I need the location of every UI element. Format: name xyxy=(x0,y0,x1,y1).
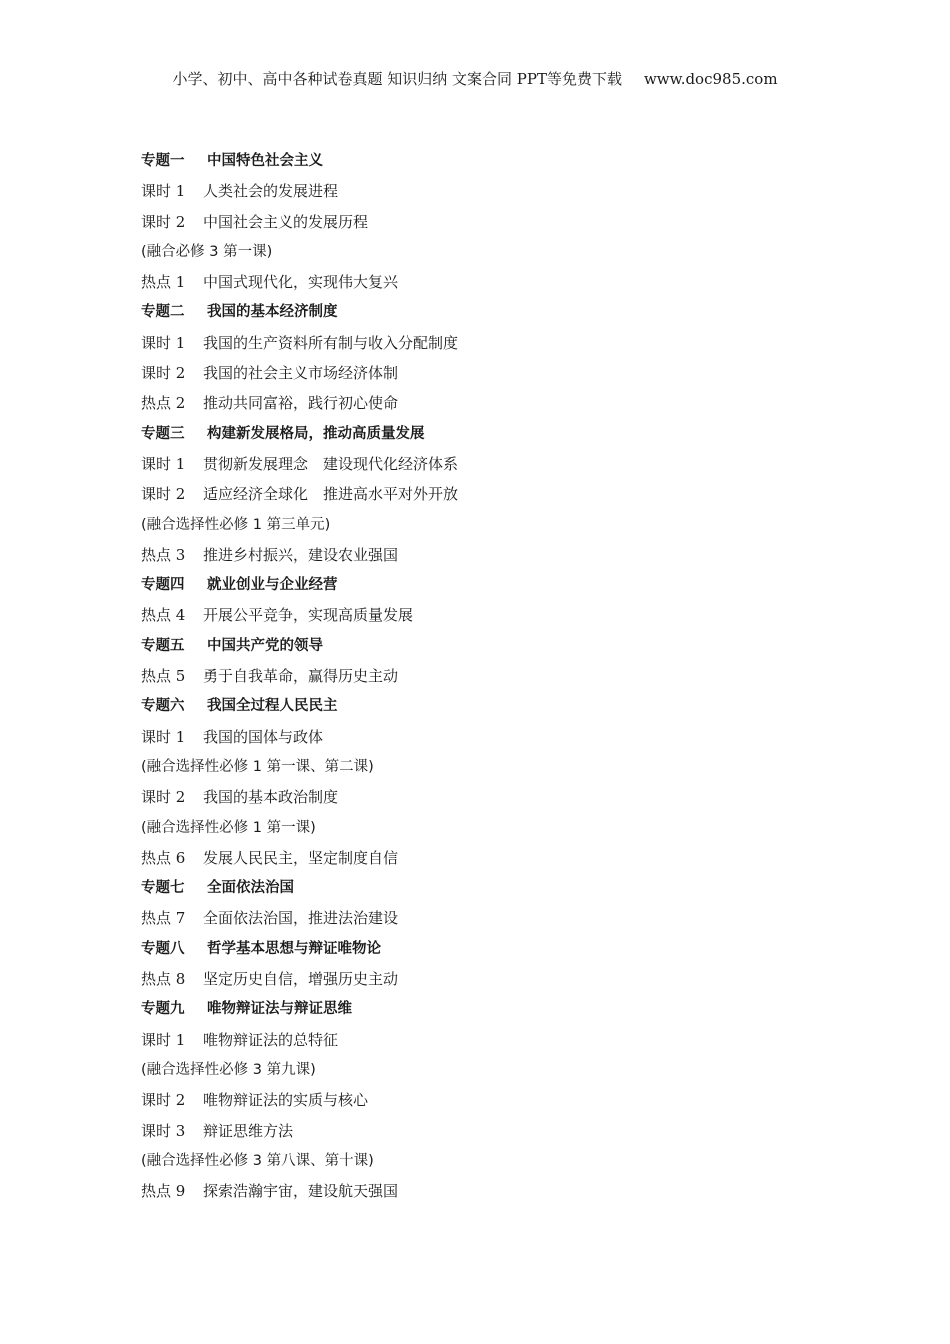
toc-entry-title: 我国的基本政治制度 xyxy=(203,788,339,807)
toc-entry-label: 热点 4 xyxy=(141,606,186,625)
toc-entry-title: 我国全过程人民民主 xyxy=(207,698,338,715)
toc-entry-label: 热点 2 xyxy=(141,394,186,413)
toc-entry-label: 热点 7 xyxy=(141,909,186,928)
table-of-contents xyxy=(141,146,841,1206)
toc-item xyxy=(141,540,841,570)
toc-item xyxy=(141,328,841,358)
toc-entry-title: (融合选择性必修 1 第一课) xyxy=(141,819,316,836)
toc-entry-title: 哲学基本思想与辩证唯物论 xyxy=(207,940,381,957)
toc-entry-label: 专题八 xyxy=(141,940,185,957)
toc-entry-title: (融合必修 3 第一课) xyxy=(141,243,273,260)
toc-note xyxy=(141,752,841,782)
toc-entry-label: 专题二 xyxy=(141,304,185,321)
toc-entry-title: 辩证思维方法 xyxy=(203,1121,294,1140)
toc-entry-title: 我国的基本经济制度 xyxy=(207,304,338,321)
toc-entry-label: 课时 2 xyxy=(141,788,186,807)
toc-entry-title: 适应经济全球化 推进高水平对外开放 xyxy=(203,485,459,504)
toc-entry-label: 热点 5 xyxy=(141,667,186,686)
toc-entry-title: 我国的社会主义市场经济体制 xyxy=(203,364,399,383)
toc-entry-title: 就业创业与企业经营 xyxy=(207,577,338,594)
toc-topic-heading xyxy=(141,297,841,327)
toc-entry-title: 人类社会的发展进程 xyxy=(203,182,339,201)
toc-entry-title: 开展公平竞争，实现高质量发展 xyxy=(203,606,414,625)
toc-item xyxy=(141,1085,841,1115)
toc-entry-title: 探索浩瀚宇宙，建设航天强国 xyxy=(203,1182,399,1201)
toc-item xyxy=(141,267,841,297)
toc-entry-label: 专题六 xyxy=(141,698,185,715)
toc-item xyxy=(141,964,841,994)
toc-entry-label: 专题三 xyxy=(141,425,185,442)
toc-entry-label: 专题七 xyxy=(141,880,185,897)
toc-entry-title: 发展人民民主，坚定制度自信 xyxy=(203,848,399,867)
toc-item xyxy=(141,661,841,691)
toc-entry-title: (融合选择性必修 1 第一课、第二课) xyxy=(141,758,374,775)
toc-entry-title: 全面依法治国，推进法治建设 xyxy=(203,909,399,928)
toc-entry-title: 中国共产党的领导 xyxy=(207,637,323,654)
toc-entry-label: 专题一 xyxy=(141,153,185,169)
toc-item xyxy=(141,1025,841,1055)
toc-entry-title: 贯彻新发展理念 建设现代化经济体系 xyxy=(203,454,459,473)
header-text: 小学、初中、高中各种试卷真题 知识归纳 文案合同 PPT等免费下载 xyxy=(172,70,622,88)
toc-note xyxy=(141,510,841,540)
toc-entry-label: 热点 8 xyxy=(141,970,186,989)
toc-entry-title: 我国的国体与政体 xyxy=(203,727,324,746)
toc-topic-heading xyxy=(141,934,841,964)
toc-item xyxy=(141,1116,841,1146)
toc-entry-title: 中国特色社会主义 xyxy=(207,153,323,169)
toc-topic-heading xyxy=(141,570,841,600)
toc-entry-label: 专题四 xyxy=(141,577,185,594)
toc-entry-label: 专题九 xyxy=(141,1001,185,1018)
toc-entry-title: 勇于自我革命，赢得历史主动 xyxy=(203,667,399,686)
toc-entry-label: 热点 9 xyxy=(141,1182,186,1201)
toc-entry-title: 中国社会主义的发展历程 xyxy=(203,212,369,231)
toc-item xyxy=(141,600,841,630)
header-url[interactable]: www.doc985.com xyxy=(643,70,778,88)
toc-entry-label: 课时 1 xyxy=(141,727,186,746)
toc-item xyxy=(141,449,841,479)
toc-item xyxy=(141,722,841,752)
toc-topic-heading xyxy=(141,419,841,449)
toc-topic-heading xyxy=(141,994,841,1024)
toc-topic-heading xyxy=(141,631,841,661)
toc-entry-label: 课时 2 xyxy=(141,485,186,504)
toc-entry-title: 推动共同富裕，践行初心使命 xyxy=(203,394,399,413)
toc-entry-title: 唯物辩证法的总特征 xyxy=(203,1030,339,1049)
toc-item xyxy=(141,843,841,873)
toc-note xyxy=(141,813,841,843)
toc-entry-title: 中国式现代化，实现伟大复兴 xyxy=(203,273,399,292)
toc-entry-label: 课时 2 xyxy=(141,1091,186,1110)
toc-entry-title: (融合选择性必修 3 第八课、第十课) xyxy=(141,1152,374,1169)
toc-item xyxy=(141,358,841,388)
toc-entry-title: 唯物辩证法与辩证思维 xyxy=(207,1001,352,1018)
toc-item xyxy=(141,479,841,509)
toc-item xyxy=(141,388,841,418)
toc-entry-label: 课时 1 xyxy=(141,333,186,352)
toc-entry-title: 坚定历史自信，增强历史主动 xyxy=(203,970,399,989)
toc-note xyxy=(141,237,841,267)
toc-entry-title: 全面依法治国 xyxy=(207,880,294,897)
toc-entry-title: (融合选择性必修 3 第九课) xyxy=(141,1061,316,1078)
toc-item xyxy=(141,1176,841,1206)
toc-entry-title: (融合选择性必修 1 第三单元) xyxy=(141,516,331,533)
toc-entry-title: 唯物辩证法的实质与核心 xyxy=(203,1091,369,1110)
toc-entry-title: 推进乡村振兴，建设农业强国 xyxy=(203,545,399,564)
toc-entry-label: 热点 3 xyxy=(141,545,186,564)
toc-entry-label: 课时 1 xyxy=(141,182,186,201)
toc-entry-title: 我国的生产资料所有制与收入分配制度 xyxy=(203,333,459,352)
toc-note xyxy=(141,1055,841,1085)
page-header xyxy=(0,69,950,89)
toc-entry-title: 构建新发展格局，推动高质量发展 xyxy=(207,425,425,442)
toc-entry-label: 专题五 xyxy=(141,637,185,654)
toc-item xyxy=(141,782,841,812)
toc-item xyxy=(141,207,841,237)
toc-entry-label: 课时 2 xyxy=(141,364,186,383)
toc-entry-label: 热点 1 xyxy=(141,273,186,292)
toc-topic-heading xyxy=(141,873,841,903)
toc-entry-label: 课时 2 xyxy=(141,212,186,231)
toc-item xyxy=(141,176,841,206)
toc-item xyxy=(141,903,841,933)
toc-entry-label: 课时 1 xyxy=(141,454,186,473)
toc-entry-label: 课时 1 xyxy=(141,1030,186,1049)
toc-note xyxy=(141,1146,841,1176)
toc-entry-label: 热点 6 xyxy=(141,848,186,867)
toc-entry-label: 课时 3 xyxy=(141,1121,186,1140)
toc-topic-heading xyxy=(141,146,841,176)
toc-topic-heading xyxy=(141,691,841,721)
